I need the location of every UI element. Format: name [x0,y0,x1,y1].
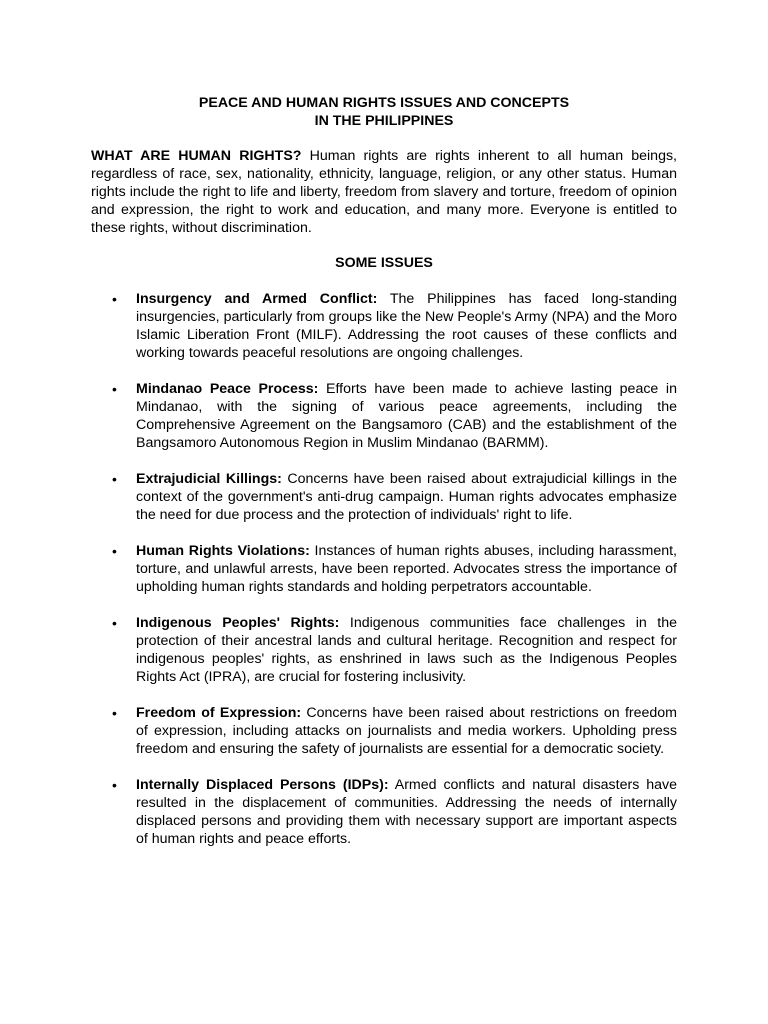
issue-term: Insurgency and Armed Conflict: [136,291,378,307]
issue-term: Freedom of Expression: [136,705,302,721]
issue-text: Concerns have been raised about extrajudicial killings in the context of the government's anti-drug campaign. Human rights advocates emphasize the need for due process and the protection of individuals' right to life. [136,471,677,523]
list-item [0,380,768,452]
bullet-icon: • [112,291,117,307]
issue-text: Indigenous communities face challenges in the protection of their ancestral lands and cultural heritage. Recognition and respect for indigenous peoples' rights, as enshrined in laws such as the Indigenous Peoples Rights Act (IPRA), are crucial for fostering inclusivity. [136,615,677,685]
list-item [0,542,768,596]
bullet-icon: • [112,381,117,397]
issue-term: Human Rights Violations: [136,543,310,559]
intro-paragraph [91,147,677,237]
document-title [91,94,677,130]
list-item [0,290,768,362]
issue-term: Mindanao Peace Process: [136,381,319,397]
intro-text: Human rights are rights inherent to all human beings, regardless of race, sex, nationality, ethnicity, language, religion, or any other status. Human rights include the right to life and liberty, freedom from slavery and torture, freedom of opinion and expression, the right to work and education, and many more. Everyone is entitled to these rights, without discrimination. [91,148,677,236]
issue-text: The Philippines has faced long-standing insurgencies, particularly from groups like the New People's Army (NPA) and the Moro Islamic Liberation Front (MILF). Addressing the root causes of these conflicts and working towards peaceful resolutions are ongoing challenges. [136,291,677,361]
list-item [0,776,768,848]
bullet-icon: • [112,777,117,793]
issue-text: Concerns have been raised about restrictions on freedom of expression, including attacks on journalists and media workers. Upholding press freedom and ensuring the safety of journalists are essential for a democratic society. [136,705,677,757]
issue-text: Instances of human rights abuses, including harassment, torture, and unlawful arrests, have been reported. Advocates stress the importance of upholding human rights standards and holding perpetrators accountable. [136,543,677,595]
list-item [0,704,768,758]
bullet-icon: • [112,615,117,631]
issue-term: Internally Displaced Persons (IDPs): [136,777,389,793]
issue-term: Indigenous Peoples' Rights: [136,615,340,631]
issue-text: Efforts have been made to achieve lasting peace in Mindanao, with the signing of various peace agreements, including the Comprehensive Agreement on the Bangsamoro (CAB) and the establishment of the Bangsamoro Autonomous Region in Muslim Mindanao (BARMM). [136,381,677,451]
title-line-2: IN THE PHILIPPINES [314,113,454,129]
list-item [0,614,768,686]
intro-term: WHAT ARE HUMAN RIGHTS? [91,148,302,164]
issues-list [0,290,768,866]
issue-term: Extrajudicial Killings: [136,471,282,487]
bullet-icon: • [112,543,117,559]
section-heading: SOME ISSUES [335,255,433,271]
bullet-icon: • [112,471,117,487]
bullet-icon: • [112,705,117,721]
list-item [0,470,768,524]
issue-text: Armed conflicts and natural disasters have resulted in the displacement of communities. Addressing the needs of internally displaced persons and providing them with necessary support are important aspects of human rights and peace efforts. [136,777,677,847]
title-line-1: PEACE AND HUMAN RIGHTS ISSUES AND CONCEPTS [198,95,570,111]
